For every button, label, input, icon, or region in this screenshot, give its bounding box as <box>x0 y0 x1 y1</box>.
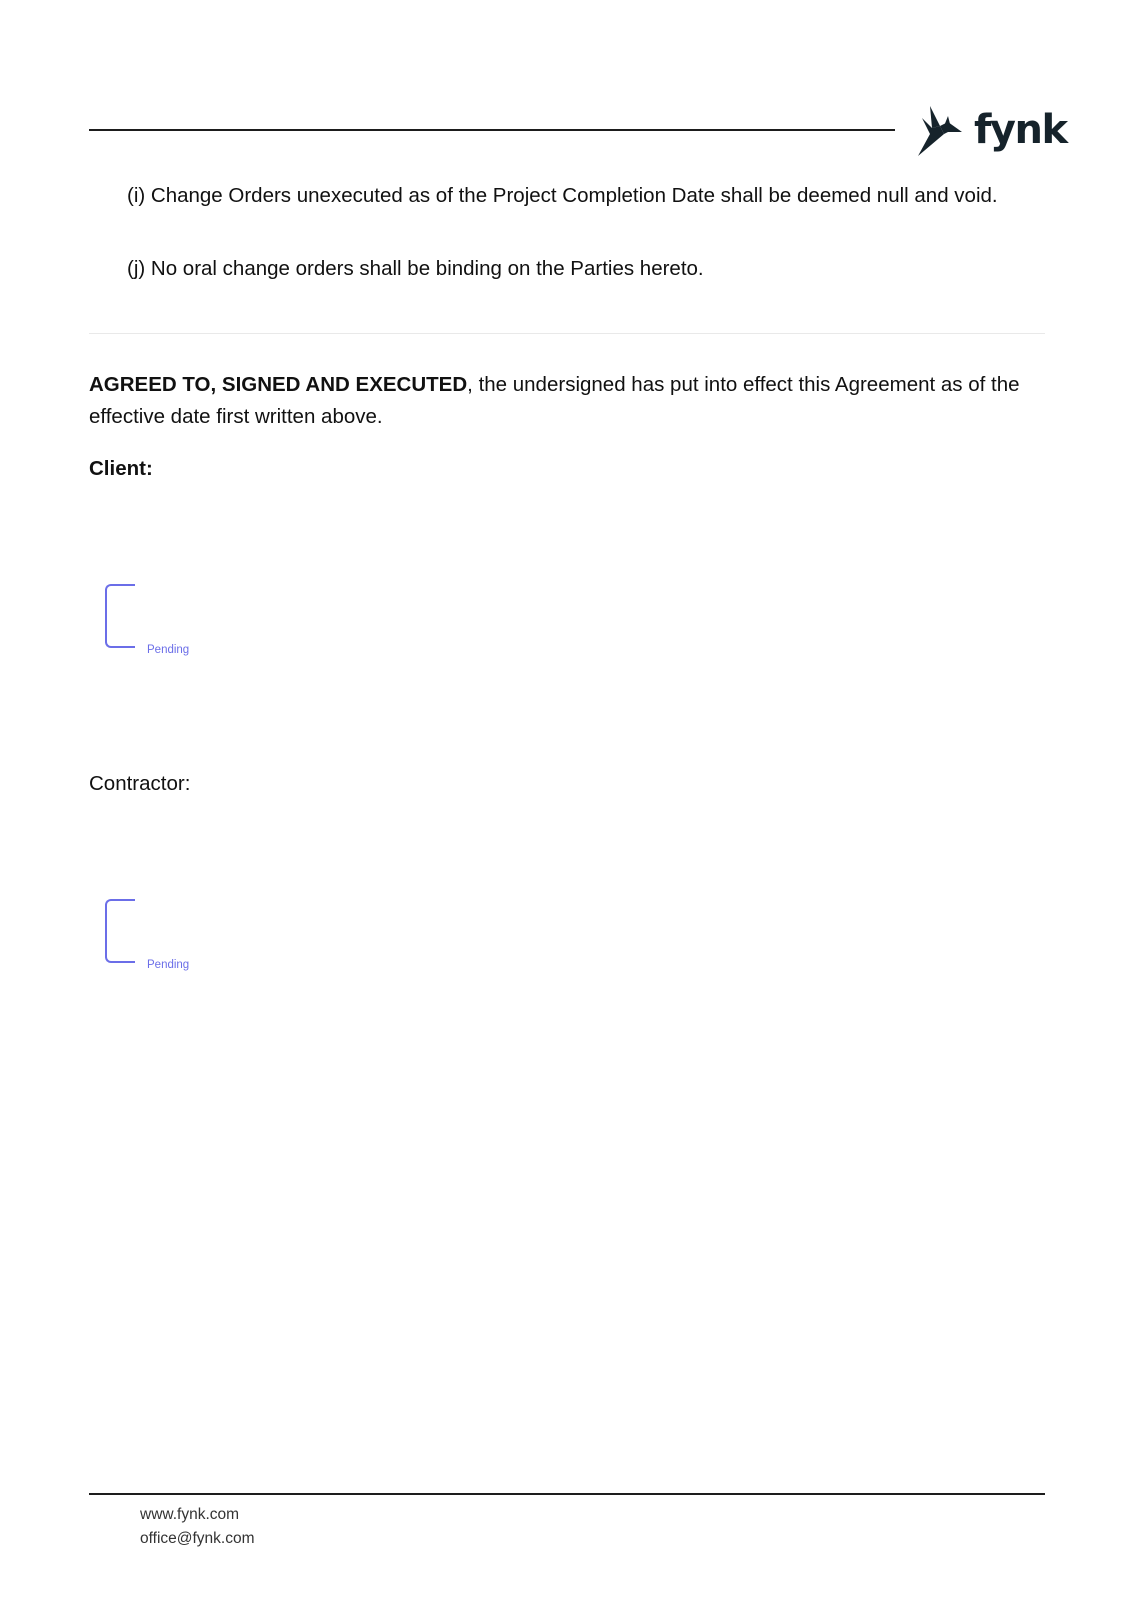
footer-rule <box>89 1493 1045 1495</box>
clause-j: (j) No oral change orders shall be binding on the Parties hereto. <box>127 257 704 280</box>
signature-bracket <box>105 899 135 963</box>
client-signature-field[interactable] <box>105 584 215 656</box>
signature-bracket <box>105 584 135 648</box>
contractor-signature-status: Pending <box>147 959 190 971</box>
section-divider <box>89 333 1045 334</box>
header-rule <box>89 129 895 131</box>
contractor-label: Contractor: <box>89 772 191 795</box>
client-signature-status: Pending <box>147 644 190 656</box>
execution-statement-lead: AGREED TO, SIGNED AND EXECUTED <box>89 373 468 396</box>
footer-website: www.fynk.com <box>140 1506 240 1523</box>
footer-email: office@fynk.com <box>140 1530 255 1547</box>
execution-statement <box>89 369 1049 433</box>
execution-statement-body: , the undersigned has put into effect this Agreement as of the effective date first written above. <box>89 373 1020 428</box>
contractor-signature-field[interactable] <box>105 899 215 971</box>
client-label: Client: <box>89 457 153 480</box>
clause-i: (i) Change Orders unexecuted as of the Project Completion Date shall be deemed null and void. <box>127 184 998 207</box>
fynk-logo <box>918 104 1067 160</box>
logo-wordmark: fynk <box>974 107 1067 153</box>
bird-icon <box>918 104 968 160</box>
